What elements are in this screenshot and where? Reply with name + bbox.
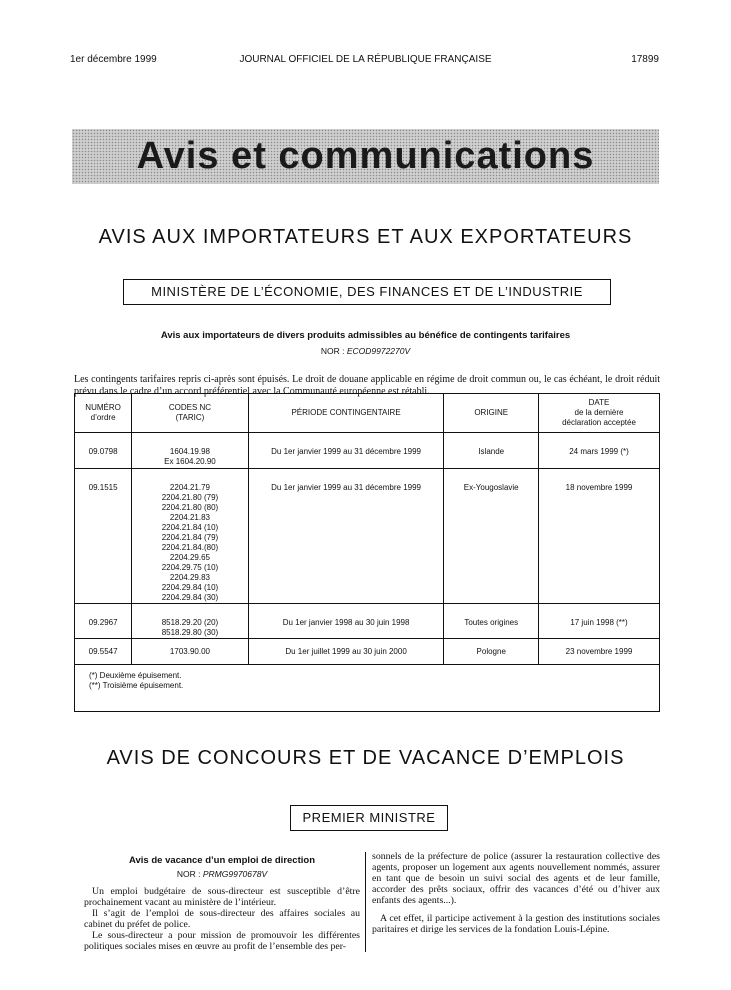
cell-origine: Islande — [444, 433, 539, 469]
table-notes-row — [75, 665, 660, 712]
nor-label: NOR : — [176, 869, 201, 879]
cell-codes: 1604.19.98 Ex 1604.20.90 — [132, 433, 249, 469]
table-row — [75, 433, 660, 469]
cell-codes: 2204.21.79 2204.21.80 (79) 2204.21.80 (80) 2204.21.83 2204.21.84 (10) 2204.21.84 (79) 2204.21.84.(80) 2204.29.65 2204.29.75 (10) 2204.29.83 2204.29.84 (10) 2204.29.84 (30) — [132, 469, 249, 604]
section-title-concours: AVIS DE CONCOURS ET DE VACANCE D’EMPLOIS — [106, 747, 625, 769]
table-row — [75, 469, 660, 604]
note-2: (**) Troisième épuisement. — [89, 681, 184, 690]
premier-ministre-box: PREMIER MINISTRE — [290, 805, 448, 831]
nor-reference — [0, 346, 731, 356]
cell-periode: Du 1er janvier 1999 au 31 décembre 1999 — [248, 433, 444, 469]
nor-code: ECOD9972270V — [346, 346, 411, 356]
quota-table — [74, 393, 660, 712]
cell-codes: 8518.29.20 (20) 8518.29.80 (30) — [132, 604, 249, 639]
cell-periode: Du 1er janvier 1998 au 30 juin 1998 — [248, 604, 444, 639]
cell-periode: Du 1er juillet 1999 au 30 juin 2000 — [248, 639, 444, 665]
paragraph: A cet effet, il participe activement à la gestion des institutions sociales paritaires et dirige les services de la fondation Louis-Lépine. — [372, 913, 660, 935]
header-codes: CODES NC (TARIC) — [132, 394, 249, 433]
paragraph: sonnels de la préfecture de police (assurer la restauration collective des agents, proposer un logement aux agents nouvellement nommés, assurer en tant que de besoin un suivi social des agents et de leur famille, accorder des prêts sociaux, offrir des vacances d’été ou d’hiver aux enfants des agents...). — [372, 851, 660, 906]
cell-numero: 09.2967 — [75, 604, 132, 639]
banner-title: Avis et communications — [136, 135, 595, 177]
header-periode: PÉRIODE CONTINGENTAIRE — [248, 394, 444, 433]
cell-origine: Pologne — [444, 639, 539, 665]
note-1: (*) Deuxième épuisement. — [89, 671, 182, 680]
left-column — [84, 855, 360, 952]
table-row — [75, 639, 660, 665]
cell-codes: 1703.90.00 — [132, 639, 249, 665]
vacancy-title: Avis de vacance d’un emploi de direction — [128, 855, 315, 866]
cell-date: 17 juin 1998 (**) — [539, 604, 660, 639]
nor-label: NOR : — [320, 346, 345, 356]
nor-reference-2 — [84, 869, 360, 879]
cell-origine: Toutes origines — [444, 604, 539, 639]
cell-periode: Du 1er janvier 1999 au 31 décembre 1999 — [248, 469, 444, 604]
cell-numero: 09.1515 — [75, 469, 132, 604]
cell-date: 18 novembre 1999 — [539, 469, 660, 604]
cell-date: 24 mars 1999 (*) — [539, 433, 660, 469]
intro-paragraph: Les contingents tarifaires repris ci-après sont épuisés. Le droit de douane applicable en régime de droit commun ou, le cas échéant, le droit réduit prévu dans le cadre d’un accord préférentiel avec la Communauté européenne est rétabli. — [74, 374, 660, 397]
paragraph: Un emploi budgétaire de sous-directeur est susceptible d’être prochainement vacant au ministère de l’intérieur. — [84, 886, 360, 908]
section-title-importateurs: AVIS AUX IMPORTATEURS ET AUX EXPORTATEURS — [98, 226, 633, 248]
cell-numero: 09.5547 — [75, 639, 132, 665]
right-column — [372, 851, 660, 935]
paragraph: Le sous-directeur a pour mission de promouvoir les différentes politiques sociales mises en œuvre au profit de l’ensemble des per- — [84, 930, 360, 952]
header-date: DATE de la dernière déclaration acceptée — [539, 394, 660, 433]
nor-code: PRMG9970678V — [202, 869, 268, 879]
table-header-row — [75, 394, 660, 433]
paragraph: Il s’agit de l’emploi de sous-directeur des affaires sociales au cabinet du préfet de police. — [84, 908, 360, 930]
header-numero: NUMÉRO d’ordre — [75, 394, 132, 433]
table-notes — [75, 665, 660, 712]
header-journal-title: JOURNAL OFFICIEL DE LA RÉPUBLIQUE FRANÇAISE — [239, 54, 492, 65]
notice-title: Avis aux importateurs de divers produits admissibles au bénéfice de contingents tarifaires — [160, 330, 571, 341]
cell-date: 23 novembre 1999 — [539, 639, 660, 665]
ministry-box: MINISTÈRE DE L’ÉCONOMIE, DES FINANCES ET DE L’INDUSTRIE — [123, 279, 611, 305]
banner — [72, 129, 659, 184]
header-page-number: 17899 — [631, 54, 659, 65]
cell-origine: Ex-Yougoslavie — [444, 469, 539, 604]
cell-numero: 09.0798 — [75, 433, 132, 469]
header-date: 1er décembre 1999 — [70, 54, 157, 65]
header-origine: ORIGINE — [444, 394, 539, 433]
column-divider — [365, 852, 366, 952]
table-row — [75, 604, 660, 639]
